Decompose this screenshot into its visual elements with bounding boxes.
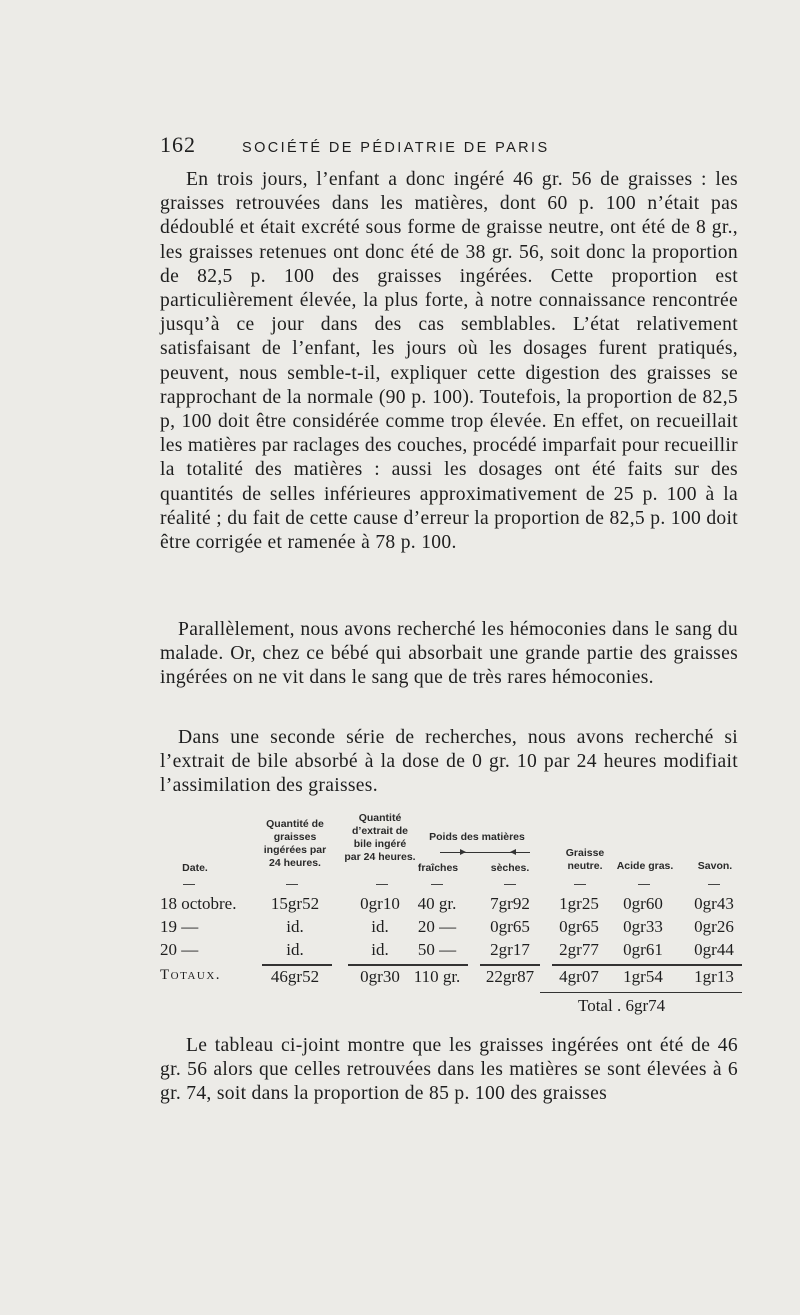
grand-total: Total . 6gr74 <box>578 996 666 1015</box>
header-dry: sèches. <box>490 862 530 874</box>
grand-total-rule <box>540 992 742 993</box>
paragraph-4: Le tableau ci-joint montre que les graisses ingérées ont été de 46 gr. 56 alors que celles retrouvées dans les matières se sont élevées à 6 gr. 74, soit dans la proportion de 85 p. 100 des graisses <box>160 1035 738 1105</box>
sum-rule <box>348 964 410 966</box>
page-header <box>160 132 740 158</box>
grand-total-value: 6gr74 <box>625 996 666 1015</box>
table-row: 18 octobre. 15gr52 0gr10 40 gr. 7gr92 1gr25 0gr60 0gr43 <box>160 894 734 913</box>
header-dash <box>183 884 195 885</box>
header-dash <box>638 884 650 885</box>
header-fatty-acid: Acide gras. <box>616 860 674 872</box>
paragraph-2: Parallèlement, nous avons recherché les hémoconies dans le sang du malade. Or, chez ce bébé qui absorbait une grande partie des graisses ingérées on ne vit dans le sang que de très rares hémoconies. <box>160 619 738 689</box>
sum-rule <box>552 964 742 966</box>
sum-rule <box>480 964 540 966</box>
table-row: 20 — id. id. 50 — 2gr17 2gr77 0gr61 0gr44 <box>160 940 734 959</box>
header-neutral-fat: Graisse neutre. <box>565 847 605 872</box>
totals-row: Totaux. 46gr52 0gr30 110 gr. 22gr87 4gr07 1gr54 1gr13 <box>160 967 734 986</box>
paragraph-3: Dans une seconde série de recherches, nous avons recherché si l’extrait de bile absorbé à la dose de 0 gr. 10 par 24 heures modifiait l’assimilation des graisses. <box>160 727 738 797</box>
header-bile-extract: Quantité d’extrait de bile ingéré par 24 heures. <box>344 812 416 863</box>
arrowhead-right <box>460 849 466 855</box>
page-number: 162 <box>160 132 196 157</box>
header-dash <box>504 884 516 885</box>
header-fresh: fraîches <box>417 862 459 874</box>
header-soap: Savon. <box>697 860 733 872</box>
table-row: 19 — id. id. 20 — 0gr65 0gr65 0gr33 0gr26 <box>160 917 734 936</box>
grand-total-label: Total <box>578 996 613 1015</box>
header-dash <box>574 884 586 885</box>
header-dash <box>376 884 388 885</box>
sum-rule <box>408 964 468 966</box>
header-dash <box>286 884 298 885</box>
header-date: Date. <box>182 862 208 874</box>
sum-rule <box>262 964 332 966</box>
header-dash <box>708 884 720 885</box>
running-head: SOCIÉTÉ DE PÉDIATRIE DE PARIS <box>242 140 550 156</box>
paragraph-1: En trois jours, l’enfant a donc ingéré 46 gr. 56 de graisses : les graisses retrouvées dans les matières, dont 60 p. 100 n’était pas dédoublé et était excrété sous forme de graisse neutre, ont été de 8 gr., les graisses retenues ont donc été de 38 gr. 56, soit donc la proportion de 82,5 p. 100 des graisses ingérées. Cette proportion est particulièrement élevée, la plus forte, à notre connaissance rencontrée jusqu’à ce jour dans des cas semblables. L’état relativement satisfaisant de l’enfant, les jours où les dosages furent pratiqués, peuvent, nous semble-t-il, expliquer cette digestion des graisses se rapprochant de la normale (90 p. 100). Toutefois, la proportion de 82,5 p, 100 doit être considérée comme trop élevée. En effet, on recueillait les matières par raclages des couches, procédé imparfait pour recueillir la totalité des matières : aussi les dosages ont été faits sur des quantités de selles inférieures approximativement de 25 p. 100 à la réalité ; du fait de cette cause d’erreur la proportion de 82,5 p. 100 doit être corrigée et ramenée à 78 p. 100. <box>160 169 738 554</box>
header-stool-weight: Poids des matières <box>429 831 525 843</box>
arrowhead-left <box>510 849 516 855</box>
header-fat-ingested: Quantité de graisses ingérées par 24 heures. <box>263 818 327 869</box>
header-dash <box>431 884 443 885</box>
bracket-arrow-line <box>440 852 530 853</box>
